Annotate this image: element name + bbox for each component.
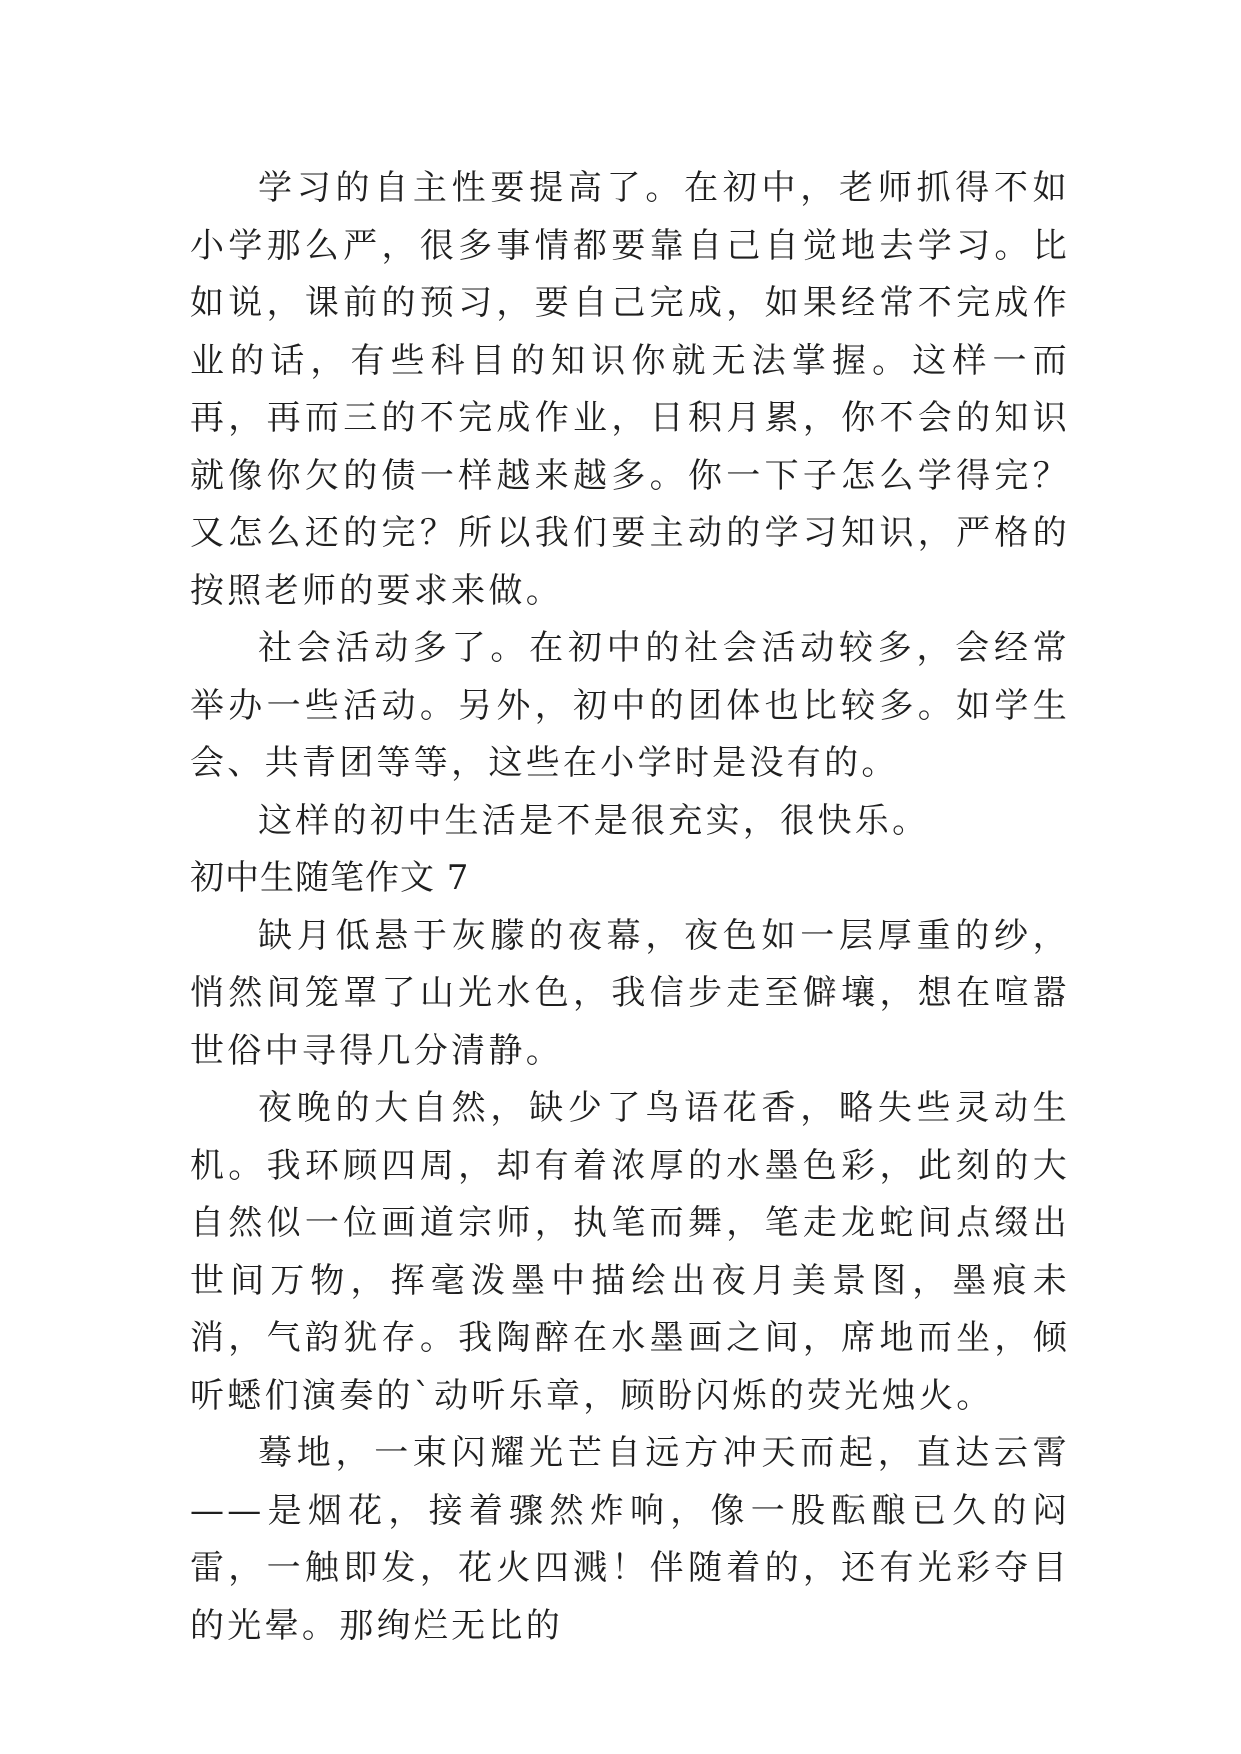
paragraph-social-activities: 社会活动多了。在初中的社会活动较多，会经常举办一些活动。另外，初中的团体也比较多。如学生会、共青团等等，这些在小学时是没有的。	[190, 628, 1070, 783]
paragraph-fireworks: 蓦地，一束闪耀光芒自远方冲天而起，直达云霄——是烟花，接着骤然炸响，像一股酝酿已久的闷雷，一触即发，花火四溅！伴随着的，还有光彩夺目的光晕。那绚烂无比的	[190, 1433, 1070, 1646]
document-body	[190, 160, 1070, 1655]
paragraph-night-nature: 夜晚的大自然，缺少了鸟语花香，略失些灵动生机。我环顾四周，却有着浓厚的水墨色彩，此刻的大自然似一位画道宗师，执笔而舞，笔走龙蛇间点缀出世间万物，挥毫泼墨中描绘出夜月美景图，墨痕未消，气韵犹存。我陶醉在水墨画之间，席地而坐，倾听蟋们演奏的`动听乐章，顾盼闪烁的荧光烛火。	[190, 1088, 1070, 1416]
paragraph-moon-night: 缺月低悬于灰朦的夜幕，夜色如一层厚重的纱，悄然间笼罩了山光水色，我信步走至僻壤，想在喧嚣世俗中寻得几分清静。	[190, 915, 1070, 1071]
paragraph-conclusion: 这样的初中生活是不是很充实，很快乐。	[258, 800, 930, 841]
paragraph-study-autonomy: 学习的自主性要提高了。在初中，老师抓得不如小学那么严，很多事情都要靠自己自觉地去学习。比如说，课前的预习，要自己完成，如果经常不完成作业的话，有些科目的知识你就无法掌握。这样一而再，再而三的不完成作业，日积月累，你不会的知识就像你欠的债一样越来越多。你一下子怎么学得完？又怎么还的完？所以我们要主动的学习知识，严格的按照老师的要求来做。	[190, 168, 1070, 611]
section-heading: 初中生随笔作文 7	[190, 858, 470, 898]
